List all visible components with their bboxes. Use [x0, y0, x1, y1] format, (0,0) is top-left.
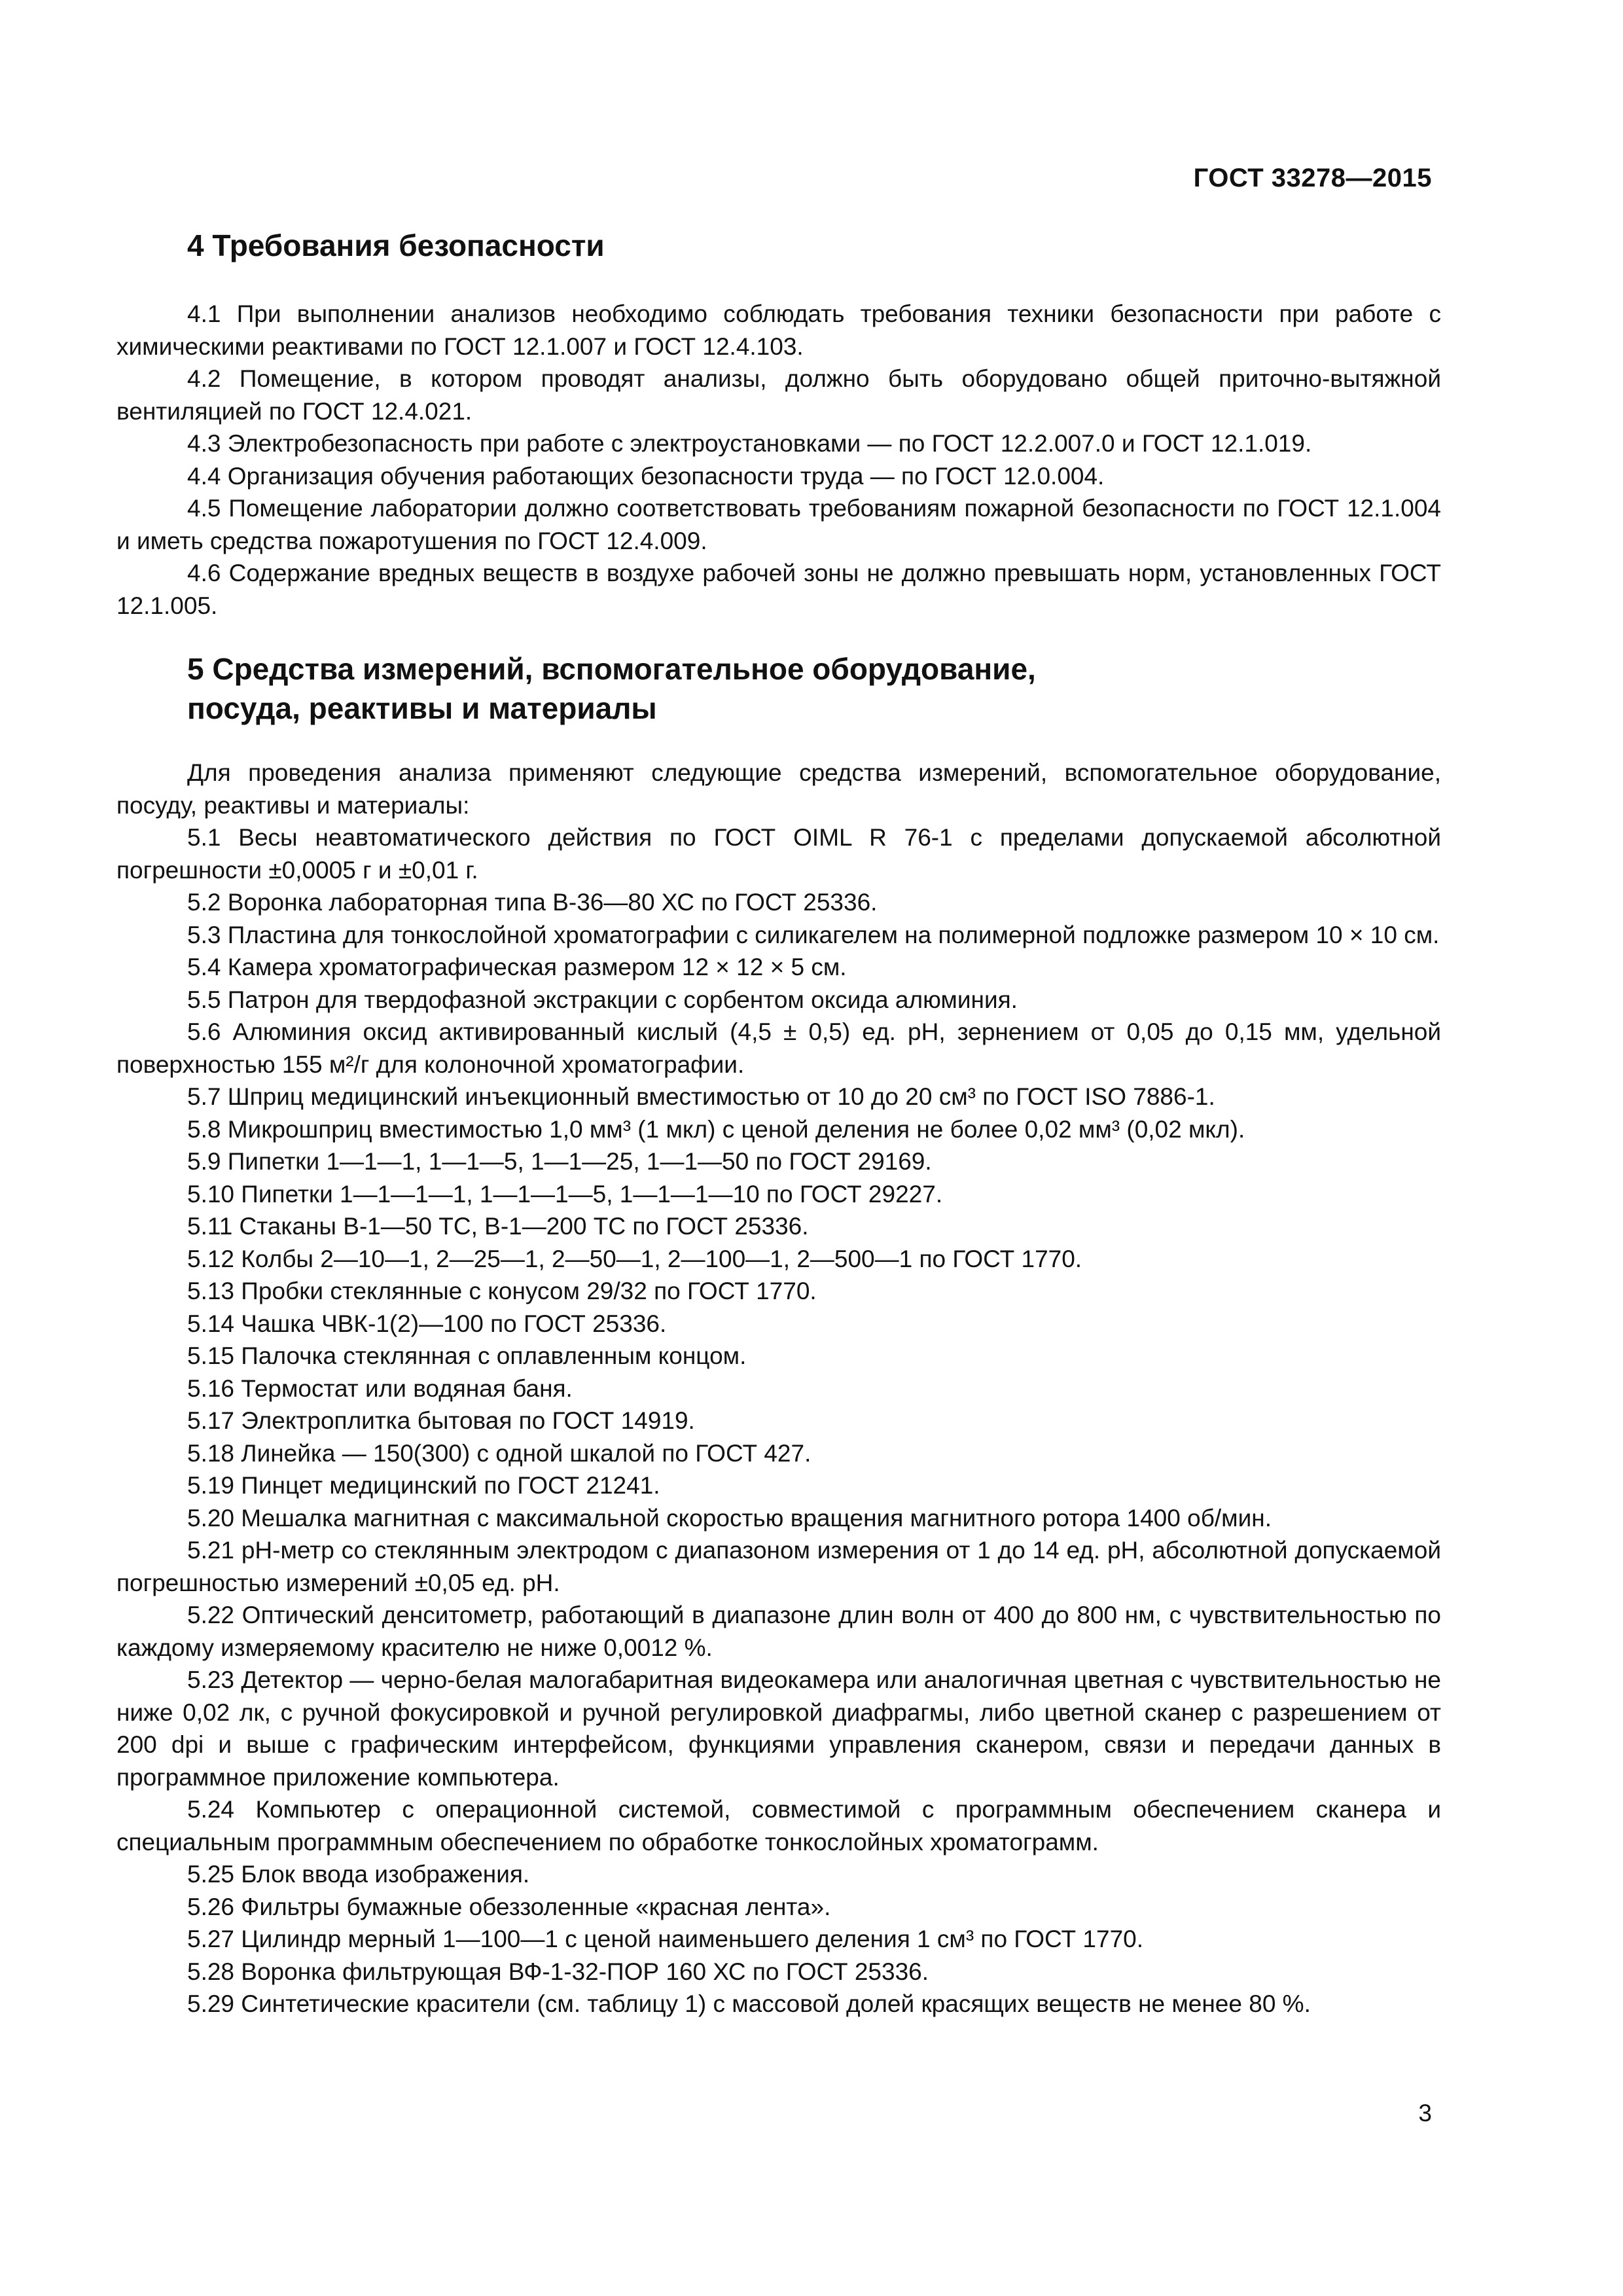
- paragraph-4-5: 4.5 Помещение лаборатории должно соответствовать требованиям пожарной безопасности по ГОСТ 12.1.004 и иметь средства пожаротушения по ГОСТ 12.4.009.: [116, 495, 1441, 554]
- item-5-11: 5.11 Стаканы В-1—50 ТС, В-1—200 ТС по ГОСТ 25336.: [187, 1213, 809, 1240]
- paragraph-4-3: 4.3 Электробезопасность при работе с электроустановками — по ГОСТ 12.2.007.0 и ГОСТ 12.1.019.: [187, 430, 1312, 457]
- item-5-29: 5.29 Синтетические красители (см. таблицу 1) с массовой долей красящих веществ не менее 80 %.: [187, 1990, 1311, 2017]
- section-4-title: 4 Требования безопасности: [187, 228, 605, 262]
- item-5-1: 5.1 Весы неавтоматического действия по ГОСТ OIML R 76-1 с пределами допускаемой абсолютной погрешности ±0,0005 г и ±0,01 г.: [116, 824, 1441, 884]
- section-5-title: [116, 649, 1441, 728]
- paragraph-4-2: 4.2 Помещение, в котором проводят анализы, должно быть оборудовано общей приточно-вытяжной вентиляцией по ГОСТ 12.4.021.: [116, 365, 1441, 425]
- item-5-25: 5.25 Блок ввода изображения.: [187, 1861, 530, 1888]
- item-5-20: 5.20 Мешалка магнитная с максимальной скоростью вращения магнитного ротора 1400 об/мин.: [187, 1504, 1272, 1532]
- item-5-6: 5.6 Алюминия оксид активированный кислый (4,5 ± 0,5) ед. рН, зернением от 0,05 до 0,15 мм, удельной поверхностью 155 м²/г для колоночной хроматографии.: [116, 1018, 1441, 1078]
- paragraph-4-6: 4.6 Содержание вредных веществ в воздухе рабочей зоны не должно превышать норм, установленных ГОСТ 12.1.005.: [116, 560, 1441, 619]
- item-5-15: 5.15 Палочка стеклянная с оплавленным концом.: [187, 1342, 747, 1369]
- item-5-13: 5.13 Пробки стеклянные с конусом 29/32 по ГОСТ 1770.: [187, 1278, 817, 1304]
- item-5-4: 5.4 Камера хроматографическая размером 12 × 12 × 5 см.: [187, 954, 847, 980]
- item-5-27: 5.27 Цилиндр мерный 1—100—1 с ценой наименьшего деления 1 см³ по ГОСТ 1770.: [187, 1926, 1144, 1952]
- item-5-14: 5.14 Чашка ЧВК-1(2)—100 по ГОСТ 25336.: [187, 1310, 667, 1337]
- item-5-12: 5.12 Колбы 2—10—1, 2—25—1, 2—50—1, 2—100—1, 2—500—1 по ГОСТ 1770.: [187, 1245, 1082, 1272]
- item-5-5: 5.5 Патрон для твердофазной экстракции с сорбентом оксида алюминия.: [187, 986, 1018, 1013]
- page-number: 3: [1418, 2100, 1432, 2126]
- item-5-28: 5.28 Воронка фильтрующая ВФ-1-32-ПОР 160 ХС по ГОСТ 25336.: [187, 1958, 929, 1985]
- item-5-16: 5.16 Термостат или водяная баня.: [187, 1374, 573, 1402]
- paragraph-4-4: 4.4 Организация обучения работающих безопасности труда — по ГОСТ 12.0.004.: [187, 462, 1105, 490]
- item-5-22: 5.22 Оптический денситометр, работающий в диапазоне длин волн от 400 до 800 нм, с чувствительностью по каждому измеряемому красителю не ниже 0,0012 %.: [116, 1602, 1441, 1661]
- item-5-2: 5.2 Воронка лабораторная типа В-36—80 ХС по ГОСТ 25336.: [187, 889, 878, 916]
- section-4-body: [116, 298, 1441, 622]
- section-5-title-line-1: 5 Средства измерений, вспомогательное оборудование,: [187, 652, 1036, 686]
- section-5-intro: Для проведения анализа применяют следующие средства измерений, вспомогательное оборудование, посуду, реактивы и материалы:: [116, 759, 1441, 819]
- paragraph-4-1: 4.1 При выполнении анализов необходимо соблюдать требования техники безопасности при работе с химическими реактивами по ГОСТ 12.1.007 и ГОСТ 12.4.103.: [116, 300, 1441, 360]
- item-5-10: 5.10 Пипетки 1—1—1—1, 1—1—1—5, 1—1—1—10 по ГОСТ 29227.: [187, 1180, 943, 1208]
- item-5-7: 5.7 Шприц медицинский инъекционный вместимостью от 10 до 20 см³ по ГОСТ ISO 7886-1.: [187, 1083, 1215, 1110]
- item-5-9: 5.9 Пипетки 1—1—1, 1—1—5, 1—1—25, 1—1—50 по ГОСТ 29169.: [187, 1148, 932, 1175]
- item-5-26: 5.26 Фильтры бумажные обеззоленные «красная лента».: [187, 1893, 831, 1920]
- section-5-body: [116, 757, 1441, 2020]
- item-5-3: 5.3 Пластина для тонкослойной хроматографии с силикагелем на полимерной подложке размером 10 × 10 см.: [187, 921, 1440, 948]
- item-5-8: 5.8 Микрошприц вместимостью 1,0 мм³ (1 мкл) с ценой деления не более 0,02 мм³ (0,02 мкл).: [187, 1115, 1245, 1143]
- document-code: ГОСТ 33278—2015: [1193, 164, 1432, 192]
- item-5-24: 5.24 Компьютер с операционной системой, совместимой с программным обеспечением сканера и специальным программным обеспечением по обработке тонкослойных хроматограмм.: [116, 1796, 1441, 1856]
- item-5-23: 5.23 Детектор — черно-белая малогабаритная видеокамера или аналогичная цветная с чувствительностью не ниже 0,02 лк, с ручной фокусировкой и ручной регулировкой диафрагмы, либо цветной сканер с разрешением от 200 dpi и выше с графическим интерфейсом, функциями управления сканером, связи и передачи данных в программное приложение компьютера.: [116, 1666, 1441, 1791]
- item-5-19: 5.19 Пинцет медицинский по ГОСТ 21241.: [187, 1472, 660, 1499]
- item-5-18: 5.18 Линейка — 150(300) с одной шкалой по ГОСТ 427.: [187, 1439, 812, 1467]
- section-5-title-line-2: посуда, реактивы и материалы: [187, 691, 657, 725]
- item-5-17: 5.17 Электроплитка бытовая по ГОСТ 14919.: [187, 1407, 695, 1434]
- page-content: [116, 226, 1441, 2020]
- item-5-21: 5.21 рН-метр со стеклянным электродом с диапазоном измерения от 1 до 14 ед. рН, абсолютной допускаемой погрешностью измерений ±0,05 ед. рН.: [116, 1537, 1441, 1596]
